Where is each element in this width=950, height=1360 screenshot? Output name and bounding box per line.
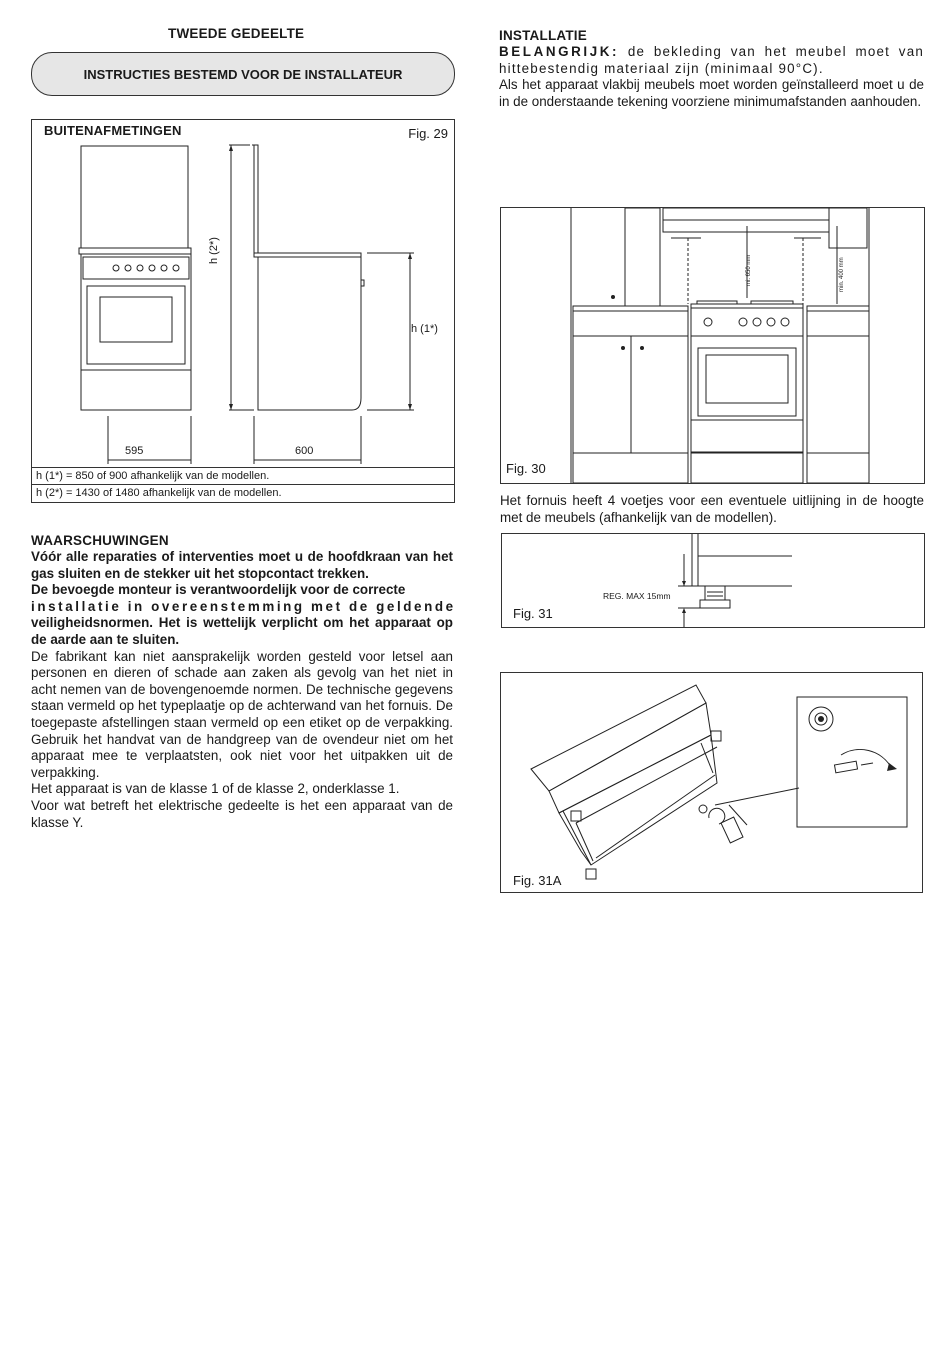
fig29-heading: BUITENAFMETINGEN (44, 123, 182, 138)
warning-bold-2b: installatie in overeenstemming met de geldende (31, 598, 456, 614)
fig31a-label: Fig. 31A (513, 873, 562, 888)
warning-para-3: Voor wat betreft het elektrische gedeelte is het een apparaat van de klasse Y. (31, 797, 453, 830)
install-heading: INSTALLATIE (499, 28, 587, 43)
fig30-dim-b: min. 400 mm (839, 257, 845, 292)
warning-bold-1: Vóór alle reparaties of interventies moet u de hoofdkraan van het gas sluiten en de stekker uit het stopcontact trekken. (31, 549, 453, 581)
fig29-note-2: h (2*) = 1430 of 1480 afhankelijk van de modellen. (36, 487, 282, 499)
fig31-foot-drawing (502, 534, 924, 627)
fig29-dim-h2: h (2*) (208, 237, 220, 264)
fig30-dim-a: mi. 650 mm (746, 254, 752, 286)
warnings-text (31, 549, 456, 831)
warning-para-2: Het apparaat is van de klasse 1 of de klasse 2, onderklasse 1. (31, 781, 400, 797)
important-text: de bekleding van het meubel moet van hittebestendig materiaal zijn (minimaal 90°C). (499, 44, 924, 76)
fig31-label: Fig. 31 (513, 606, 553, 621)
figure-31a (500, 672, 923, 893)
part-title: TWEEDE GEDEELTE (168, 26, 305, 41)
banner-label: INSTRUCTIES BESTEMD VOOR DE INSTALLATEUR (83, 66, 403, 82)
warnings-heading: WAARSCHUWINGEN (31, 533, 169, 548)
warning-para-1: De fabrikant kan niet aansprakelijk worden gesteld voor letsel aan personen en dieren of schade aan zaken als gevolg van het niet in acht nemen van de bovengenoemde normen. De technische gegevens staan vermeld op het typeplaatje op de achterwand van het fornuis. De toegepaste afstellingen staan vermeld op een etiket op de verpakking. Gebruik het handvat van de handgreep van de ovendeur niet om het apparaat mee te verplaatsten, ook niet voor het uitpakken uit de verpakking. (31, 648, 453, 780)
figure-30 (500, 207, 925, 484)
figure-29 (31, 119, 455, 503)
figure-31 (501, 533, 925, 628)
feet-text: Het fornuis heeft 4 voetjes voor een eventuele uitlijning in de hoogte met de meubels (afhankelijk van de modellen). (500, 493, 924, 525)
install-text (499, 44, 924, 110)
fig31-reg-label: REG. MAX 15mm (603, 591, 671, 601)
fig29-label: Fig. 29 (408, 126, 448, 141)
warning-bold-2c: veiligheidsnormen. Het is wettelijk verplicht om het apparaat op de aarde aan te sluiten. (31, 615, 453, 647)
fig29-dimensions-drawing (32, 120, 454, 502)
fig31a-leveling-foot-drawing (501, 673, 922, 892)
fig29-dim-depth: 600 (295, 445, 314, 457)
fig29-dim-width: 595 (125, 445, 144, 457)
install-para: Als het apparaat vlakbij meubels moet worden geïnstalleerd moet u de in de onderstaande tekening voorziene minimumafstanden aanhouden. (499, 77, 924, 109)
fig29-dim-h1: h (1*) (411, 323, 438, 335)
warning-bold-2a: De bevoegde monteur is verantwoordelijk voor de correcte (31, 582, 406, 598)
installer-instructions-banner (31, 52, 455, 96)
fig29-note-1: h (1*) = 850 of 900 afhankelijk van de modellen. (36, 470, 270, 482)
fig30-label: Fig. 30 (506, 461, 546, 476)
fig30-kitchen-drawing (501, 208, 924, 483)
important-label: BELANGRIJK: (499, 44, 620, 59)
